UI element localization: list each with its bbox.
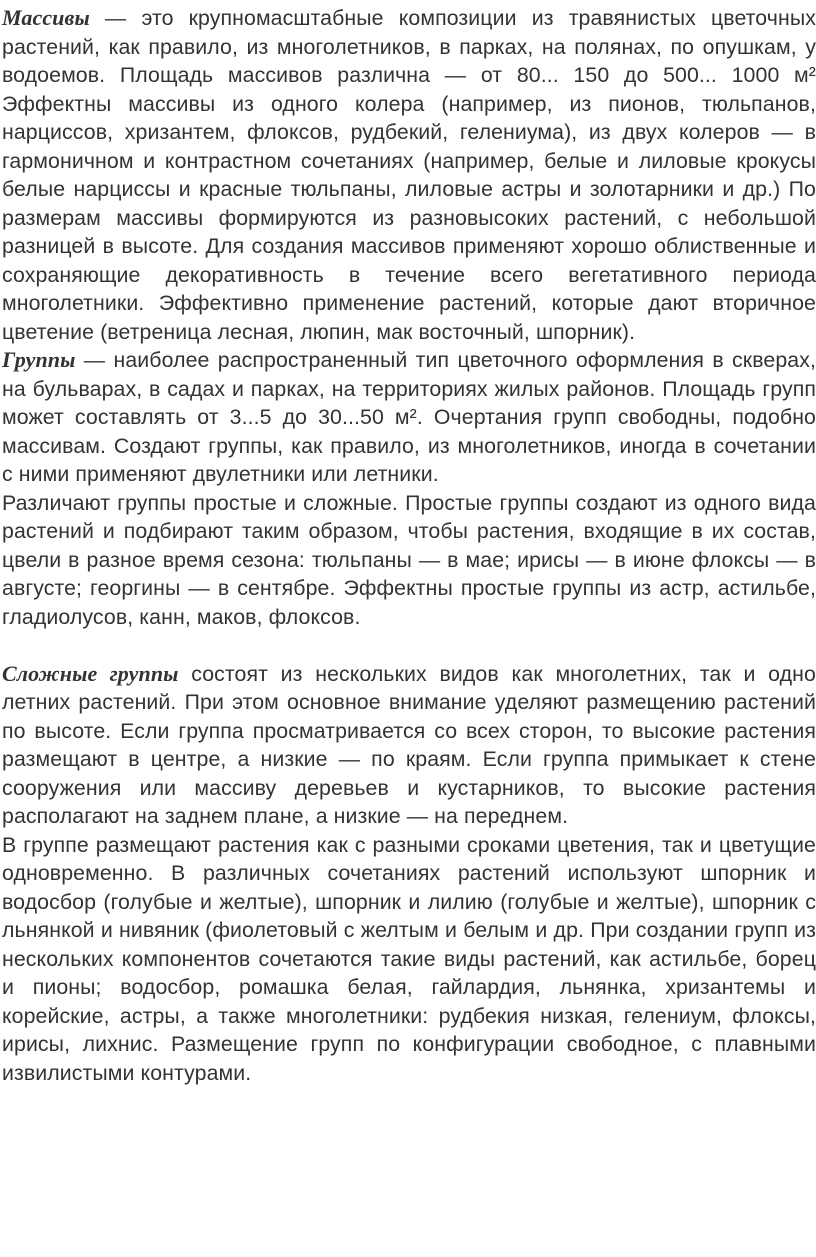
paragraph-text: Различают группы простые и сложные. Простые группы создают из одного вида растений и подбирают таким образом, чтобы растения, входящие в их состав, цвели в разное время сезона: тюльпаны — в мае; ирисы — в июне флоксы — в августе; георгины — в сентябре. Эффектны простые группы из астр, астильбе, гладиолусов, канн, маков, флоксов. <box>2 490 816 629</box>
paragraph-gruppy <box>2 346 816 489</box>
paragraph-text: — это крупномасштабные композиции из травянистых цветочных растений, как правило, из многолетников, в парках, на полянах, по опушкам, у водоемов. Площадь массивов различна — от 80... 150 до 500... 1000 м² Эффектны массивы из одного колера (например, из пионов, тюльпанов, нарциссов, хризантем, флоксов, рудбекий, гелениума), из двух колеров — в гармоничном и контрастном сочетаниях (например, белые и лиловые крокусы белые нарциссы и красные тюльпаны, лиловые астры и золотарники и др.) По размерам массивы формируются из разновысоких растений, с небольшой разницей в высоте. Для создания массивов применяют хорошо облиственные и сохраняющие декоративность в течение всего вегетативного периода многолетники. Эффективно применение растений, которые дают вторичное цветение (ветреница лесная, люпин, мак восточный, шпорник). <box>2 6 816 344</box>
term-gruppy: Группы <box>2 347 76 372</box>
term-slozhnye-gruppy: Сложные группы <box>2 660 179 686</box>
paragraph-text: состоят из нескольких видов как многолетних, так и одно летних растений. При этом основное внимание уделяют размещению растений по высоте. Если группа просматривается со всех сторон, то высокие растения размещают в центре, а низкие — по краям. Если группа примыкает к стене сооружения или массиву деревьев и кустарников, то высокие растения располагают на заднем плане, а низкие — на переднем. <box>2 661 816 828</box>
paragraph-text: В группе размещают растения как с разными сроками цветения, так и цветущие одновременно. В различных сочетаниях растений используют шпорник и водосбор (голубые и желтые), шпорник и лилию (голубые и желтые), шпорник с льнянкой и нивяник (фиолетовый с желтым и белым и др. При создании групп из нескольких компонентов сочетаются такие виды растений, как астильбе, борец и пионы; водосбор, ромашка белая, гайлардия, льнянка, хризантемы и корейские, астры, а также многолетники: рудбекия низкая, гелениум, флоксы, ирисы, лихнис. Размещение групп по конфигурации свободное, с плавными извилистыми контурами. <box>2 832 816 1085</box>
paragraph-slozhnye-gruppy <box>2 660 816 831</box>
term-massivy: Массивы <box>2 5 90 30</box>
paragraph-massivy <box>2 4 816 346</box>
paragraph-simple-complex <box>2 489 816 632</box>
paragraph-spacer <box>2 631 816 660</box>
paragraph-text: — наиболее распространенный тип цветочного оформления в скверах, на бульварах, в садах и парках, на территориях жилых районов. Площадь групп может составлять от 3...5 до 30...50 м². Очертания групп свободны, подобно массивам. Создают группы, как правило, из многолетников, иногда в сочетании с ними применяют двулетники или летники. <box>2 348 816 486</box>
paragraph-placement <box>2 831 816 1088</box>
